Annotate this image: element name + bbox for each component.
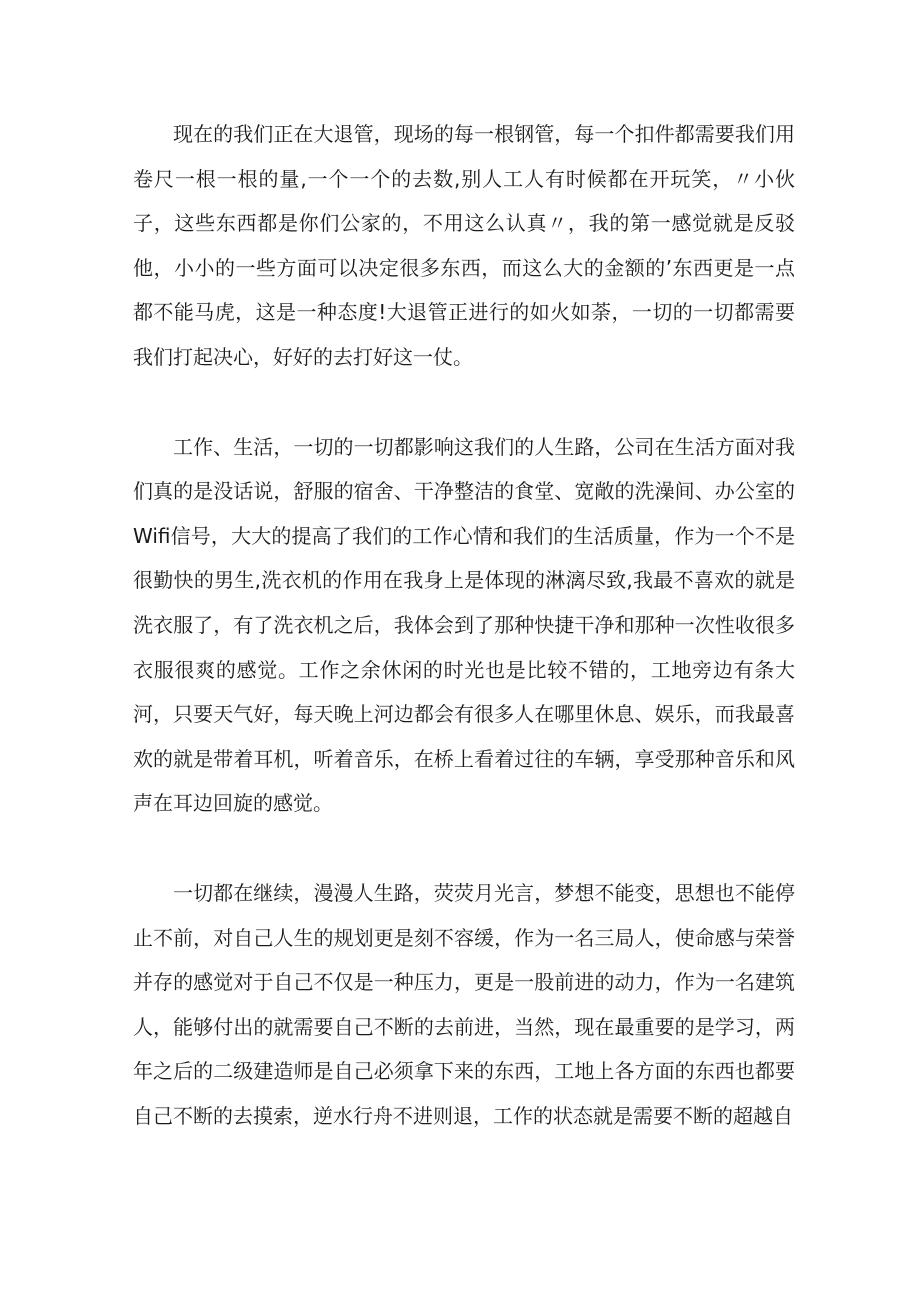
- paragraph-1: 现在的我们正在大退管，现场的每一根钢管，每一个扣件都需要我们用卷尺一根一根的量,一个一个的去数,别人工人有时候都在开玩笑，〃小伙子，这些东西都是你们公家的，不用这么认真〃，我的第一感觉就是反驳他，小小的一些方面可以决定很多东西，而这么大的金额的’东西更是一点都不能马虎，这是一种态度!大退管正进行的如火如荼，一切的一切都需要我们打起决心，好好的去打好这一仗。: [133, 122, 795, 369]
- document-body: [133, 112, 795, 1138]
- paragraph-3: 一切都在继续，漫漫人生路，荧荧月光言，梦想不能变，思想也不能停止不前，对自己人生的规划更是刻不容缓，作为一名三局人，使命感与荣誉并存的感觉对于自己不仅是一种压力，更是一股前进的动力，作为一名建筑人，能够付出的就需要自己不断的去前进，当然，现在最重要的是学习，两年之后的二级建造师是自己必须拿下来的东西，工地上各方面的东西也都要自己不断的去摸索，逆水行舟不进则退，工作的状态就是需要不断的超越自: [133, 880, 795, 1128]
- paragraph-2: 工作、生活，一切的一切都影响这我们的人生路，公司在生活方面对我们真的是没话说，舒服的宿舍、干净整洁的食堂、宽敞的洗澡间、办公室的Wifi信号，大大的提高了我们的工作心情和我们的生活质量，作为一个不是很勤快的男生,洗衣机的作用在我身上是体现的淋漓尽致,我最不喜欢的就是洗衣服了，有了洗衣机之后，我体会到了那种快捷干净和那种一次性收很多衣服很爽的感觉。工作之余休闲的时光也是比较不错的，工地旁边有条大河，只要天气好，每天晚上河边都会有很多人在哪里休息、娱乐，而我最喜欢的就是带着耳机，听着音乐，在桥上看着过往的车辆，享受那种音乐和风声在耳边回旋的感觉。: [133, 434, 795, 816]
